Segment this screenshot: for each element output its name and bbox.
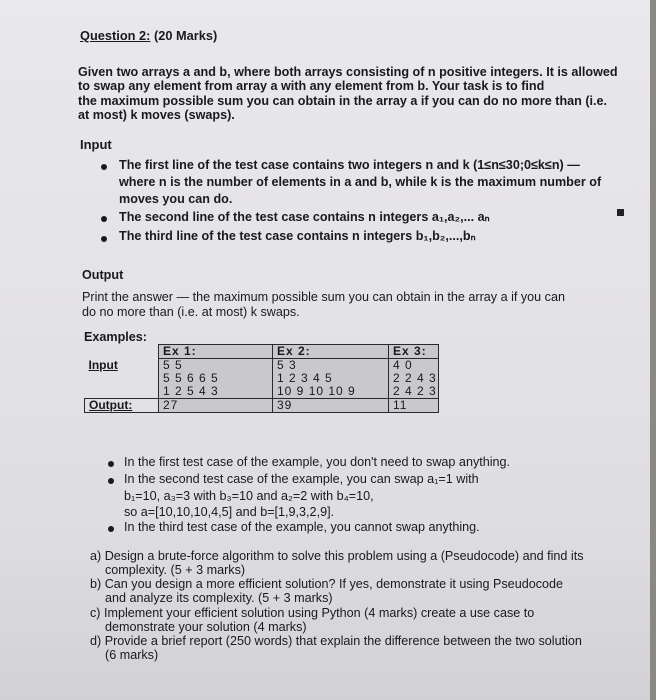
task-d: d) Provide a brief report (250 words) that explain the difference between the two solution: [90, 634, 582, 648]
ex2-input-line: 5 3: [277, 358, 297, 372]
page-edge: [650, 0, 656, 700]
ex2-input: [273, 359, 389, 399]
input-bullet-3: The third line of the test case contains n integers b₁,b₂,...,bₙ: [119, 229, 476, 243]
ex2-output: 39: [273, 399, 389, 413]
input-heading: Input: [80, 137, 112, 152]
task-a: a) Design a brute-force algorithm to solve this problem using a (Pseudocode) and find its: [90, 549, 584, 563]
input-bullet-1-cont: where n is the number of elements in a and b, while k is the maximum number of: [119, 175, 602, 189]
examples-heading: Examples:: [84, 330, 147, 344]
note-2-cont2: so a=[10,10,10,4,5] and b=[1,9,3,2,9].: [124, 505, 335, 519]
ex2-header: Ex 2:: [273, 345, 389, 359]
input-row: [85, 359, 439, 399]
task-b-cont: and analyze its complexity. (5 + 3 marks): [105, 591, 333, 605]
task-c: c) Implement your efficient solution using Python (4 marks) create a use case to: [90, 606, 535, 620]
bullet-marker: [108, 478, 114, 484]
note-2: In the second test case of the example, you can swap a₁=1 with: [124, 472, 479, 486]
ex2-input-line: 1 2 3 4 5: [277, 371, 333, 385]
bullet-marker: [108, 526, 114, 532]
task-c-cont: demonstrate your solution (4 marks): [105, 620, 307, 634]
bullet-marker: [108, 461, 114, 467]
examples-table: [84, 344, 439, 413]
ex1-output: 27: [159, 399, 273, 413]
intro-line-2: to swap any element from array a with any element from b. Your task is to find: [78, 79, 545, 93]
bullet-marker: [101, 164, 107, 170]
input-label: Input: [88, 357, 118, 372]
stray-mark: [617, 209, 624, 216]
ex1-input: [159, 359, 273, 399]
ex1-input-line: 1 2 5 4 3: [163, 384, 219, 398]
note-2-cont: b₁=10, a₃=3 with b₃=10 and a₂=2 with b₄=10,: [124, 489, 374, 503]
intro-line-3: the maximum possible sum you can obtain in the array a if you can do no more than (i.e.: [78, 94, 608, 108]
output-line-2: do no more than (i.e. at most) k swaps.: [82, 305, 300, 319]
ex1-input-line: 5 5 6 6 5: [163, 371, 219, 385]
input-bullet-1: The first line of the test case contains two integers n and k (1≤n≤30;0≤k≤n) —: [119, 158, 580, 172]
bullet-marker: [101, 216, 107, 222]
intro-line-4: at most) k moves (swaps).: [78, 108, 235, 122]
output-label: Output:: [85, 399, 159, 413]
input-bullet-1-cont2: moves you can do.: [119, 192, 233, 206]
corner-cell: [85, 345, 159, 359]
ex3-output: 11: [389, 399, 439, 413]
ex3-input-line: 2 4 2 3: [393, 384, 437, 398]
ex2-input-line: 10 9 10 10 9: [277, 384, 356, 398]
note-3: In the third test case of the example, you cannot swap anything.: [124, 520, 480, 534]
question-title: [80, 28, 217, 43]
task-a-cont: complexity. (5 + 3 marks): [105, 563, 246, 577]
task-b: b) Can you design a more efficient solution? If yes, demonstrate it using Pseudocode: [90, 577, 564, 591]
ex3-header: Ex 3:: [389, 345, 439, 359]
table-header-row: [85, 345, 439, 359]
question-marks: (20 Marks): [150, 28, 218, 43]
ex3-input-line: 2 2 4 3: [393, 371, 437, 385]
output-row: [85, 399, 439, 413]
note-1: In the first test case of the example, you don't need to swap anything.: [124, 455, 511, 469]
intro-line-1: Given two arrays a and b, where both arrays consisting of n positive integers. It is allowed: [78, 65, 618, 79]
input-bullet-2: The second line of the test case contains n integers a₁,a₂,... aₙ: [119, 210, 490, 224]
ex3-input-line: 4 0: [393, 358, 413, 372]
question-number: Question 2:: [80, 28, 151, 43]
ex1-header: Ex 1:: [159, 345, 273, 359]
ex3-input: [389, 359, 439, 399]
bullet-marker: [101, 236, 107, 242]
output-line-1: Print the answer — the maximum possible sum you can obtain in the array a if you can: [82, 290, 565, 304]
task-d-cont: (6 marks): [105, 648, 159, 662]
output-heading: Output: [82, 268, 124, 282]
ex1-input-line: 5 5: [163, 358, 183, 372]
